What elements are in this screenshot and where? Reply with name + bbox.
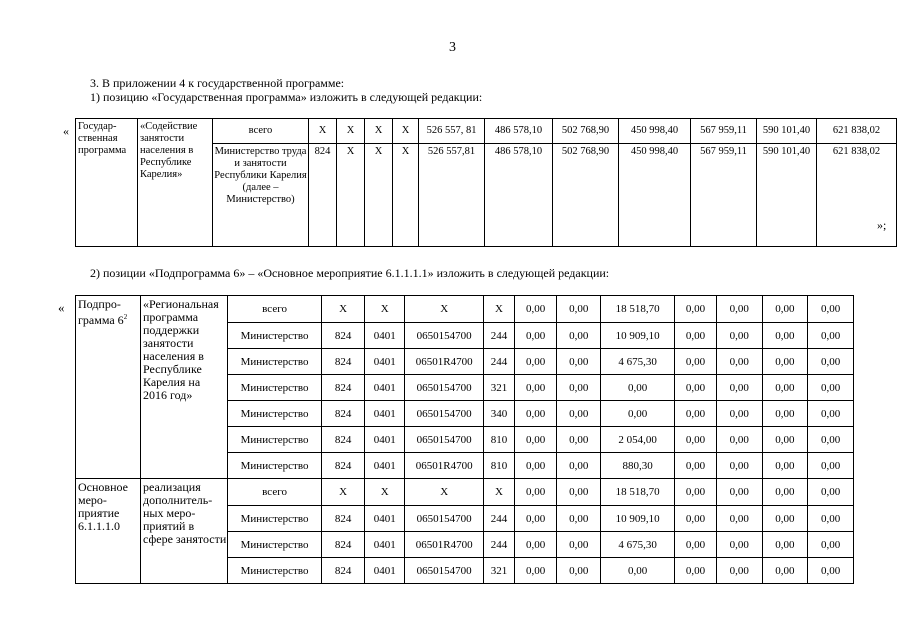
vr-cell: 244 — [484, 349, 514, 375]
value-cell: 0,00 — [514, 375, 557, 401]
csr-cell: X — [405, 296, 484, 323]
value-cell: 0,00 — [601, 375, 675, 401]
rz-cell: 0401 — [365, 506, 405, 532]
value-cell: 0,00 — [675, 323, 717, 349]
value-cell: 0,00 — [716, 427, 762, 453]
value-cell: 486 578,10 — [485, 144, 553, 247]
vr-cell: X — [484, 479, 514, 506]
value-cell: 567 959,11 — [691, 119, 757, 144]
value-cell: 0,00 — [557, 427, 601, 453]
csr-cell: X — [365, 119, 393, 144]
status-cell: Основное меро-приятие 6.1.1.1.0 — [76, 479, 141, 584]
value-cell: 0,00 — [514, 427, 557, 453]
value-cell: 0,00 — [808, 532, 854, 558]
value-cell: 621 838,02 — [817, 119, 897, 144]
value-cell: 18 518,70 — [601, 479, 675, 506]
value-cell: 0,00 — [514, 506, 557, 532]
value-cell: 0,00 — [808, 401, 854, 427]
table-row — [76, 479, 854, 506]
value-cell: 0,00 — [762, 323, 808, 349]
table-row — [76, 296, 854, 323]
table-subprogram — [75, 295, 854, 584]
table1-open-quote: « — [63, 124, 69, 138]
value-cell: 0,00 — [762, 558, 808, 584]
value-cell: 2 054,00 — [601, 427, 675, 453]
vr-cell: 244 — [484, 506, 514, 532]
subprogram-group — [76, 296, 854, 479]
csr-cell: X — [405, 479, 484, 506]
value-cell: 0,00 — [808, 427, 854, 453]
section-2-text: 2) позиции «Подпрограмма 6» – «Основное мероприятие 6.1.1.1.1» изложить в следующей редакции: — [90, 266, 610, 280]
main-activity-group — [76, 479, 854, 584]
value-cell: 0,00 — [808, 323, 854, 349]
grbs-cell: 824 — [321, 453, 365, 479]
value-cell: 0,00 — [514, 349, 557, 375]
rz-cell: X — [365, 479, 405, 506]
executor-cell: Министерство — [228, 323, 321, 349]
value-cell: 0,00 — [675, 401, 717, 427]
grbs-cell: 824 — [321, 506, 365, 532]
value-cell: 0,00 — [808, 296, 854, 323]
executor-cell: Министерство — [228, 532, 321, 558]
value-cell: 0,00 — [675, 453, 717, 479]
rz-cell: 0401 — [365, 453, 405, 479]
value-cell: 0,00 — [557, 532, 601, 558]
value-cell: 526 557, 81 — [419, 119, 485, 144]
rz-cell: 0401 — [365, 558, 405, 584]
rz-cell: 0401 — [365, 375, 405, 401]
value-cell: 502 768,90 — [553, 144, 619, 247]
value-cell: 18 518,70 — [601, 296, 675, 323]
vr-cell: 321 — [484, 558, 514, 584]
value-cell: 0,00 — [601, 401, 675, 427]
value-cell: 0,00 — [514, 558, 557, 584]
rz-cell: 0401 — [365, 427, 405, 453]
csr-cell: 06501R4700 — [405, 349, 484, 375]
grbs-cell: 824 — [321, 375, 365, 401]
value-cell: 0,00 — [675, 479, 717, 506]
value-cell: 0,00 — [762, 375, 808, 401]
value-cell: 880,30 — [601, 453, 675, 479]
value-cell: 0,00 — [675, 296, 717, 323]
value-cell: 0,00 — [557, 453, 601, 479]
value-cell: 0,00 — [601, 558, 675, 584]
value-cell: 4 675,30 — [601, 349, 675, 375]
vr-cell: 810 — [484, 453, 514, 479]
value-cell: 0,00 — [557, 296, 601, 323]
intro-line-1: 3. В приложении 4 к государственной программе: — [90, 76, 345, 90]
name-cell: «Содействие занятости населения в Республике Карелия» — [138, 119, 213, 247]
vr-cell: 321 — [484, 375, 514, 401]
csr-cell: 06501R4700 — [405, 532, 484, 558]
value-cell: 0,00 — [514, 453, 557, 479]
rz-cell: 0401 — [365, 349, 405, 375]
csr-cell: 0650154700 — [405, 323, 484, 349]
table2-open-quote: « — [58, 300, 65, 315]
rz-cell: 0401 — [365, 401, 405, 427]
value-cell: 0,00 — [762, 427, 808, 453]
value-cell: 0,00 — [808, 453, 854, 479]
grbs-cell: 824 — [321, 558, 365, 584]
vr-cell: X — [393, 119, 419, 144]
table-row — [76, 119, 897, 144]
value-cell: 0,00 — [716, 375, 762, 401]
executor-cell: Министерство — [228, 453, 321, 479]
rz-cell: X — [337, 119, 365, 144]
value-cell: 526 557,81 — [419, 144, 485, 247]
value-cell: 0,00 — [762, 506, 808, 532]
value-cell: 0,00 — [557, 375, 601, 401]
csr-cell: 0650154700 — [405, 558, 484, 584]
status-cell: Государ-ственная программа — [76, 119, 138, 247]
executor-cell: Министерство — [228, 506, 321, 532]
value-cell: 0,00 — [762, 453, 808, 479]
value-cell: 0,00 — [808, 558, 854, 584]
executor-cell: всего — [228, 479, 321, 506]
value-cell: 0,00 — [514, 401, 557, 427]
executor-cell: Министерство — [228, 427, 321, 453]
value-cell: 0,00 — [716, 558, 762, 584]
csr-cell: 0650154700 — [405, 506, 484, 532]
executor-cell: Министерство — [228, 375, 321, 401]
executor-cell: Министерство — [228, 401, 321, 427]
value-cell: 0,00 — [514, 323, 557, 349]
vr-cell: 244 — [484, 323, 514, 349]
value-cell: 0,00 — [675, 375, 717, 401]
csr-cell: X — [365, 144, 393, 247]
value-cell: 0,00 — [808, 479, 854, 506]
vr-cell: X — [393, 144, 419, 247]
csr-cell: 0650154700 — [405, 427, 484, 453]
value-cell: 0,00 — [675, 558, 717, 584]
grbs-cell: 824 — [321, 349, 365, 375]
executor-cell: Министерство — [228, 558, 321, 584]
value-cell: 590 101,40 — [757, 119, 817, 144]
value-cell: 0,00 — [716, 323, 762, 349]
value-cell: 450 998,40 — [619, 119, 691, 144]
csr-cell: 0650154700 — [405, 401, 484, 427]
value-cell: 0,00 — [514, 296, 557, 323]
value-cell: 0,00 — [762, 296, 808, 323]
value-cell: 0,00 — [675, 427, 717, 453]
value-cell: 0,00 — [716, 453, 762, 479]
csr-cell: 0650154700 — [405, 375, 484, 401]
value-cell: 0,00 — [675, 349, 717, 375]
value-cell: 621 838,02 — [817, 144, 897, 247]
vr-cell: 340 — [484, 401, 514, 427]
table1-close-quote: »; — [877, 218, 887, 232]
intro-line-2: 1) позицию «Государственная программа» изложить в следующей редакции: — [90, 90, 483, 104]
vr-cell: X — [484, 296, 514, 323]
table-state-program — [75, 118, 897, 247]
value-cell: 0,00 — [557, 323, 601, 349]
vr-cell: 244 — [484, 532, 514, 558]
vr-cell: 810 — [484, 427, 514, 453]
grbs-cell: 824 — [321, 401, 365, 427]
value-cell: 0,00 — [675, 506, 717, 532]
executor-cell: Министерство — [228, 349, 321, 375]
value-cell: 450 998,40 — [619, 144, 691, 247]
value-cell: 0,00 — [762, 401, 808, 427]
value-cell: 0,00 — [716, 296, 762, 323]
value-cell: 0,00 — [716, 479, 762, 506]
value-cell: 0,00 — [808, 349, 854, 375]
grbs-cell: X — [309, 119, 337, 144]
value-cell: 486 578,10 — [485, 119, 553, 144]
value-cell: 0,00 — [808, 506, 854, 532]
value-cell: 0,00 — [675, 532, 717, 558]
value-cell: 10 909,10 — [601, 506, 675, 532]
value-cell: 502 768,90 — [553, 119, 619, 144]
value-cell: 0,00 — [716, 532, 762, 558]
csr-cell: 06501R4700 — [405, 453, 484, 479]
status-cell: Подпро-грамма $6^2$ — [76, 296, 141, 479]
value-cell: 4 675,30 — [601, 532, 675, 558]
executor-cell: всего — [228, 296, 321, 323]
grbs-cell: 824 — [321, 323, 365, 349]
value-cell: 0,00 — [762, 349, 808, 375]
name-cell: реализация дополнитель-ных меро-приятий в сфере занятости — [141, 479, 228, 584]
page-number: 3 — [449, 40, 456, 55]
value-cell: 0,00 — [557, 401, 601, 427]
rz-cell: X — [337, 144, 365, 247]
value-cell: 0,00 — [514, 532, 557, 558]
executor-cell: Министерство труда и занятости Республики Карелия (далее – Министерство) — [213, 144, 309, 247]
value-cell: 0,00 — [716, 401, 762, 427]
value-cell: 0,00 — [557, 506, 601, 532]
value-cell: 0,00 — [514, 479, 557, 506]
value-cell: 0,00 — [557, 479, 601, 506]
grbs-cell: X — [321, 479, 365, 506]
grbs-cell: 824 — [309, 144, 337, 247]
value-cell: 567 959,11 — [691, 144, 757, 247]
value-cell: 0,00 — [762, 479, 808, 506]
footnote-mark: 2 — [123, 313, 128, 321]
grbs-cell: 824 — [321, 427, 365, 453]
grbs-cell: 824 — [321, 532, 365, 558]
grbs-cell: X — [321, 296, 365, 323]
value-cell: 0,00 — [716, 506, 762, 532]
value-cell: 0,00 — [716, 349, 762, 375]
name-cell: «Региональная программа поддержки занятости населения в Республике Карелия на 2016 год» — [141, 296, 228, 479]
rz-cell: X — [365, 296, 405, 323]
value-cell: 0,00 — [808, 375, 854, 401]
value-cell: 0,00 — [557, 558, 601, 584]
value-cell: 0,00 — [762, 532, 808, 558]
executor-cell: всего — [213, 119, 309, 144]
rz-cell: 0401 — [365, 532, 405, 558]
value-cell: 0,00 — [557, 349, 601, 375]
rz-cell: 0401 — [365, 323, 405, 349]
value-cell: 590 101,40 — [757, 144, 817, 247]
value-cell: 10 909,10 — [601, 323, 675, 349]
